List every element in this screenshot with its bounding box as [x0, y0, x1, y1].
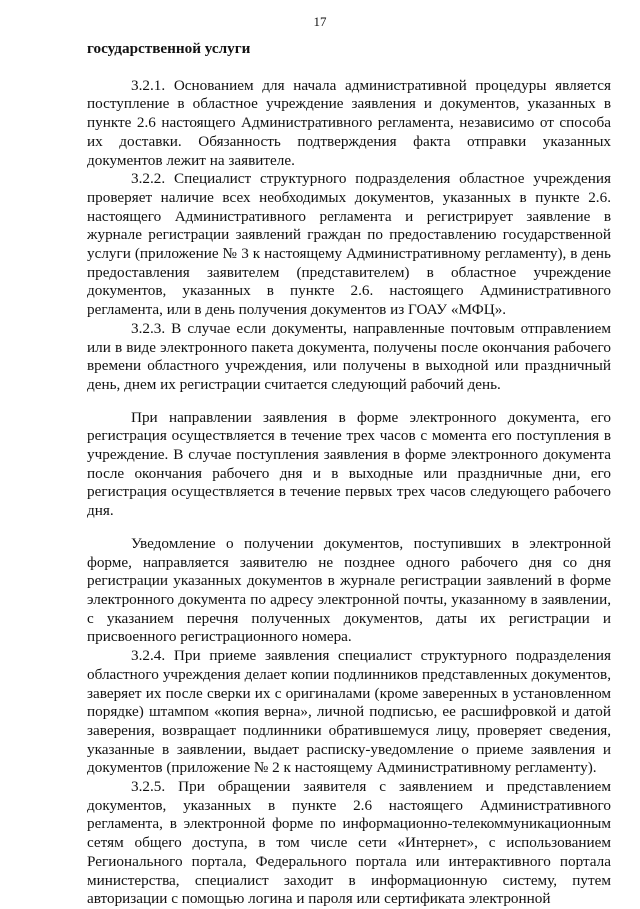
- paragraph-3-2-4: 3.2.4. При приеме заявления специалист структурного подразделения областного учреждения делает копии подлинников представленных документов, заверяет их после сверки их с оригиналами (кроме заверенных в установленном порядке) штампом «копия верна», личной подписью, ее расшифровкой и датой заверения, возвращает подлинники обратившемуся лицу, проверяет сведения, указанные в заявлении, выдает расписку-уведомление о приеме заявления и документов (приложение № 2 к настоящему Административному регламенту).: [87, 647, 611, 777]
- page-number: 17: [313, 14, 327, 29]
- paragraph-notification: Уведомление о получении документов, поступивших в электронной форме, направляется заявителю не позднее одного рабочего дня со дня регистрации указанных документов в журнале регистрации заявлений в форме электронного документа по адресу электронной почты, указанному в заявлении, с указанием перечня полученных документов, даты их регистрации и присвоенного регистрационного номера.: [87, 534, 611, 646]
- paragraph-3-2-3: 3.2.3. В случае если документы, направленные почтовым отправлением или в виде электронного пакета документа, получены после окончания рабочего времени областного учреждения, или получены в выходной или праздничный день, днем их регистрации считается следующий рабочий день.: [87, 319, 611, 393]
- paragraph-3-2-2: 3.2.2. Специалист структурного подразделения областное учреждения проверяет наличие всех необходимых документов, указанных в пункте 2.6. настоящего Административного регламента и регистрирует заявление в журнале регистрации заявлений граждан по предоставлению государственной услуги (приложение № 3 к настоящему Административному регламенту), в день предоставления заявителем (представителем) в областное учреждение документов, указанных в пункте 2.6. настоящего Административного регламента, или в день получения документов из ГОАУ «МФЦ».: [87, 170, 611, 319]
- paragraph-3-2-1: 3.2.1. Основанием для начала административной процедуры является поступление в областное учреждение заявления и документов, указанных в пункте 2.6 настоящего Административного регламента, независимо от способа их доставки. Обязанность подтверждения факта отправки указанных документов лежит на заявителе.: [87, 76, 611, 169]
- paragraph-3-2-5: 3.2.5. При обращении заявителя с заявлением и представлением документов, указанных в пункте 2.6 настоящего Административного регламента, в электронной форме по информационно-телекоммуникационным сетям общего доступа, в том числе сети «Интернет», с использованием Регионального портала, Федерального портала или интерактивного портала министерства, специалист заходит в информационную систему, путем авторизации с помощью логина и пароля или сертификата электронной: [87, 778, 611, 908]
- section-heading: государственной услуги: [87, 40, 251, 57]
- document-body: [87, 40, 611, 909]
- paragraph-electronic-registration: При направлении заявления в форме электронного документа, его регистрация осуществляется в течение трех часов с момента его поступления в учреждение. В случае поступления заявления в форме электронного документа после окончания рабочего дня и в выходные или праздничные дни, его регистрация осуществляется в течение первых трех часов следующего рабочего дня.: [87, 408, 611, 520]
